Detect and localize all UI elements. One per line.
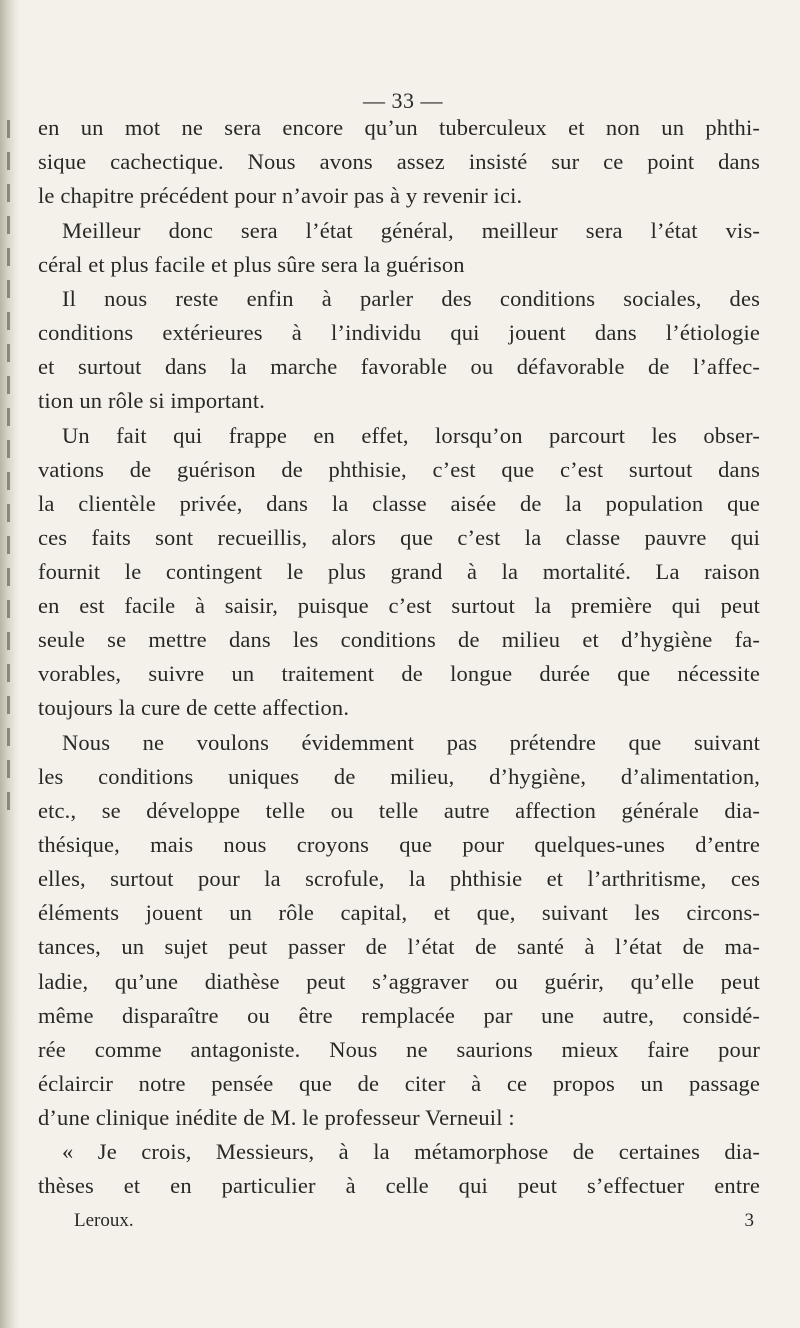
text-line: etc., se développe telle ou telle autre affection générale dia- xyxy=(38,798,760,823)
text-line: la clientèle privée, dans la classe aisée de la population que xyxy=(38,491,760,516)
text-line: elles, surtout pour la scrofule, la phthisie et l’arthritisme, ces xyxy=(38,866,760,891)
text-line: ces faits sont recueillis, alors que c’est la classe pauvre qui xyxy=(38,525,760,550)
page-footer xyxy=(74,1206,754,1236)
text-line: « Je crois, Messieurs, à la métamorphose de certaines dia- xyxy=(62,1139,760,1164)
text-line: Nous ne voulons évidemment pas prétendre que suivant xyxy=(62,730,760,755)
text-line: thésique, mais nous croyons que pour quelques-unes d’entre xyxy=(38,832,760,857)
text-line: ladie, qu’une diathèse peut s’aggraver ou guérir, qu’elle peut xyxy=(38,969,760,994)
text-line: tion un rôle si important. xyxy=(38,388,265,413)
text-line: conditions extérieures à l’individu qui jouent dans l’étiologie xyxy=(38,320,760,345)
text-line: et surtout dans la marche favorable ou défavorable de l’affec- xyxy=(38,354,760,379)
text-line: Un fait qui frappe en effet, lorsqu’on parcourt les obser- xyxy=(62,423,760,448)
text-line: le chapitre précédent pour n’avoir pas à y revenir ici. xyxy=(38,183,523,208)
text-line: en est facile à saisir, puisque c’est surtout la première qui peut xyxy=(38,593,760,618)
text-line: même disparaître ou être remplacée par une autre, considé- xyxy=(38,1003,760,1028)
text-line: d’une clinique inédite de M. le professeur Verneuil : xyxy=(38,1105,515,1130)
footer-author: Leroux. xyxy=(74,1210,134,1231)
text-line: toujours la cure de cette affection. xyxy=(38,695,350,720)
page-number: — 33 — xyxy=(363,88,443,113)
text-line: sique cachectique. Nous avons assez insisté sur ce point dans xyxy=(38,149,760,174)
text-line: vations de guérison de phthisie, c’est que c’est surtout dans xyxy=(38,457,760,482)
text-line: Il nous reste enfin à parler des conditions sociales, des xyxy=(62,286,760,311)
text-line: en un mot ne sera encore qu’un tuberculeux et non un phthi- xyxy=(38,115,760,140)
signature-mark: 3 xyxy=(744,1210,754,1231)
text-line: seule se mettre dans les conditions de milieu et d’hygiène fa- xyxy=(38,627,760,652)
text-line: Meilleur donc sera l’état général, meilleur sera l’état vis- xyxy=(62,218,760,243)
text-line: rée comme antagoniste. Nous ne saurions mieux faire pour xyxy=(38,1037,760,1062)
text-line: céral et plus facile et plus sûre sera la guérison xyxy=(38,252,465,277)
text-line: éléments jouent un rôle capital, et que, suivant les circons- xyxy=(38,900,760,925)
text-line: les conditions uniques de milieu, d’hygiène, d’alimentation, xyxy=(38,764,760,789)
text-line: fournit le contingent le plus grand à la mortalité. La raison xyxy=(38,559,760,584)
text-line: thèses et en particulier à celle qui peut s’effectuer entre xyxy=(38,1173,760,1198)
text-line: vorables, suivre un traitement de longue durée que nécessite xyxy=(38,661,760,686)
text-line: tances, un sujet peut passer de l’état de santé à l’état de ma- xyxy=(38,934,760,959)
text-line: éclaircir notre pensée que de citer à ce propos un passage xyxy=(38,1071,760,1096)
